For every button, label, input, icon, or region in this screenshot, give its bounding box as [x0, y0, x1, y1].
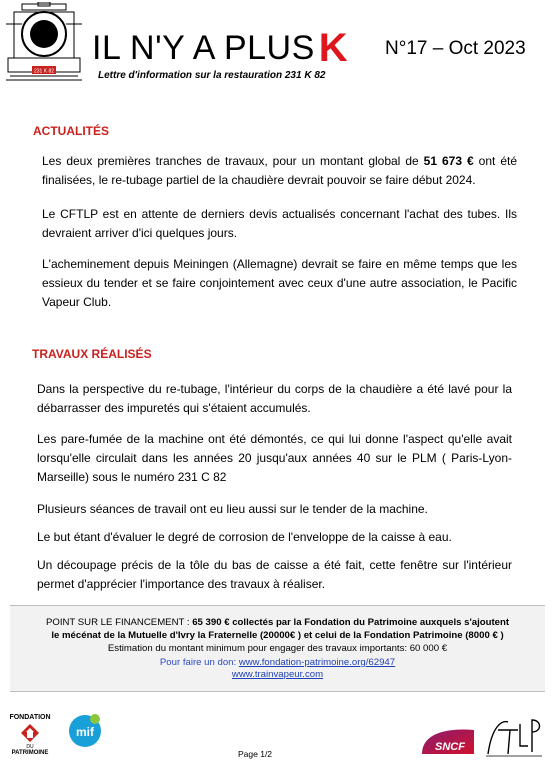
- travaux-paragraph-3: Plusieurs séances de travail ont eu lieu aussi sur le tender de la machine.: [37, 502, 428, 516]
- financement-estimation: Estimation du montant minimum pour engager des travaux importants: 60 000 €: [107, 643, 448, 654]
- travaux-paragraph-4: Le but étant d'évaluer le degré de corrosion de l'enveloppe de la caisse à eau.: [37, 530, 452, 544]
- financement-box: [10, 605, 545, 692]
- financement-don: [10, 657, 545, 668]
- fondation-line-3: PATRIMOINE: [11, 750, 49, 756]
- travaux-paragraph-1: Dans la perspective du re-tubage, l'intérieur du corps de la chaudière a été lavé pour la débarrasser des impuretés qui s'étaient accumulés.: [37, 382, 512, 415]
- mif-text: mif: [76, 725, 94, 739]
- don-link[interactable]: www.fondation-patrimoine.org/62947: [238, 657, 396, 668]
- cftlp-logo: [484, 716, 546, 758]
- sncf-text: SNCF: [435, 741, 465, 753]
- travaux-paragraph-2: Les pare-fumée de la machine ont été démontés, ce qui lui donne l'aspect qu'elle avait lorsqu'elle circulait dans les années 20 jusqu'aux années 40 sur le PLM ( Paris-Lyon-Marseille) sous le numéro 231 C 82: [37, 432, 512, 484]
- financement-site: [10, 669, 545, 680]
- sncf-logo: [420, 726, 476, 756]
- amount: 51 673 €: [423, 154, 474, 168]
- fondation-line-1: FONDATION: [9, 714, 51, 721]
- financement-bold-1: 65 390 € collectés par la Fondation du Patrimoine auxquels s'ajoutent: [192, 617, 510, 628]
- financement-bold-2: le mécénat de la Mutuelle d'Ivry la Fraternelle (20000€ ) et celui de la Fondation Patrimoine (8000 € ): [51, 630, 504, 641]
- don-label: Pour faire un don:: [159, 657, 239, 668]
- financement-label: POINT SUR LE FINANCEMENT :: [45, 617, 193, 628]
- fondation-patrimoine-logo: [4, 714, 56, 756]
- title-text: IL N'Y A PLUS: [92, 29, 315, 67]
- section-title-travaux: TRAVAUX RÉALISÉS: [32, 347, 152, 361]
- actualites-paragraph-3: L'acheminement depuis Meiningen (Allemagne) devrait se faire en même temps que les essieux du tender et se faire conjointement avec ceux d'une autre association, le Pacific Vapeur Club.: [42, 257, 517, 309]
- section-title-actualites: ACTUALITÉS: [33, 124, 109, 138]
- subtitle: Lettre d'information sur la restauration 231 K 82: [98, 70, 326, 81]
- fondation-icon: [20, 723, 40, 743]
- actualites-paragraph-1: [42, 152, 517, 190]
- page-title: [92, 24, 348, 69]
- financement-line-2: [10, 630, 545, 641]
- loco-plate: 231 K 82: [33, 68, 55, 75]
- p1-text: Les deux premières tranches de travaux, pour un montant global de: [42, 154, 424, 168]
- page-number: Page 1/2: [238, 749, 273, 759]
- actualites-paragraph-2: Le CFTLP est en attente de derniers devis actualisés concernant l'achat des tubes. Ils devraient arriver d'ici quelques jours.: [42, 207, 517, 240]
- fondation-line-2: DU: [26, 744, 34, 750]
- issue-number: N°17 – Oct 2023: [385, 38, 526, 59]
- financement-line-1: [10, 617, 545, 628]
- mif-logo: [66, 711, 104, 749]
- travaux-paragraph-5: Un découpage précis de la tôle du bas de caisse a été fait, cette fenêtre sur l'intérieur permet d'apprécier l'importance des travaux à réaliser.: [37, 558, 512, 591]
- locomotive-logo: [4, 2, 84, 82]
- cftlp-text: CFTLP: [514, 757, 518, 758]
- site-link[interactable]: www.trainvapeur.com: [231, 669, 324, 680]
- p1-text-end: ont été finalisées, le re-tubage partiel de la chaudière devrait pouvoir se faire début 2024.: [42, 154, 517, 187]
- title-k: K: [318, 26, 349, 70]
